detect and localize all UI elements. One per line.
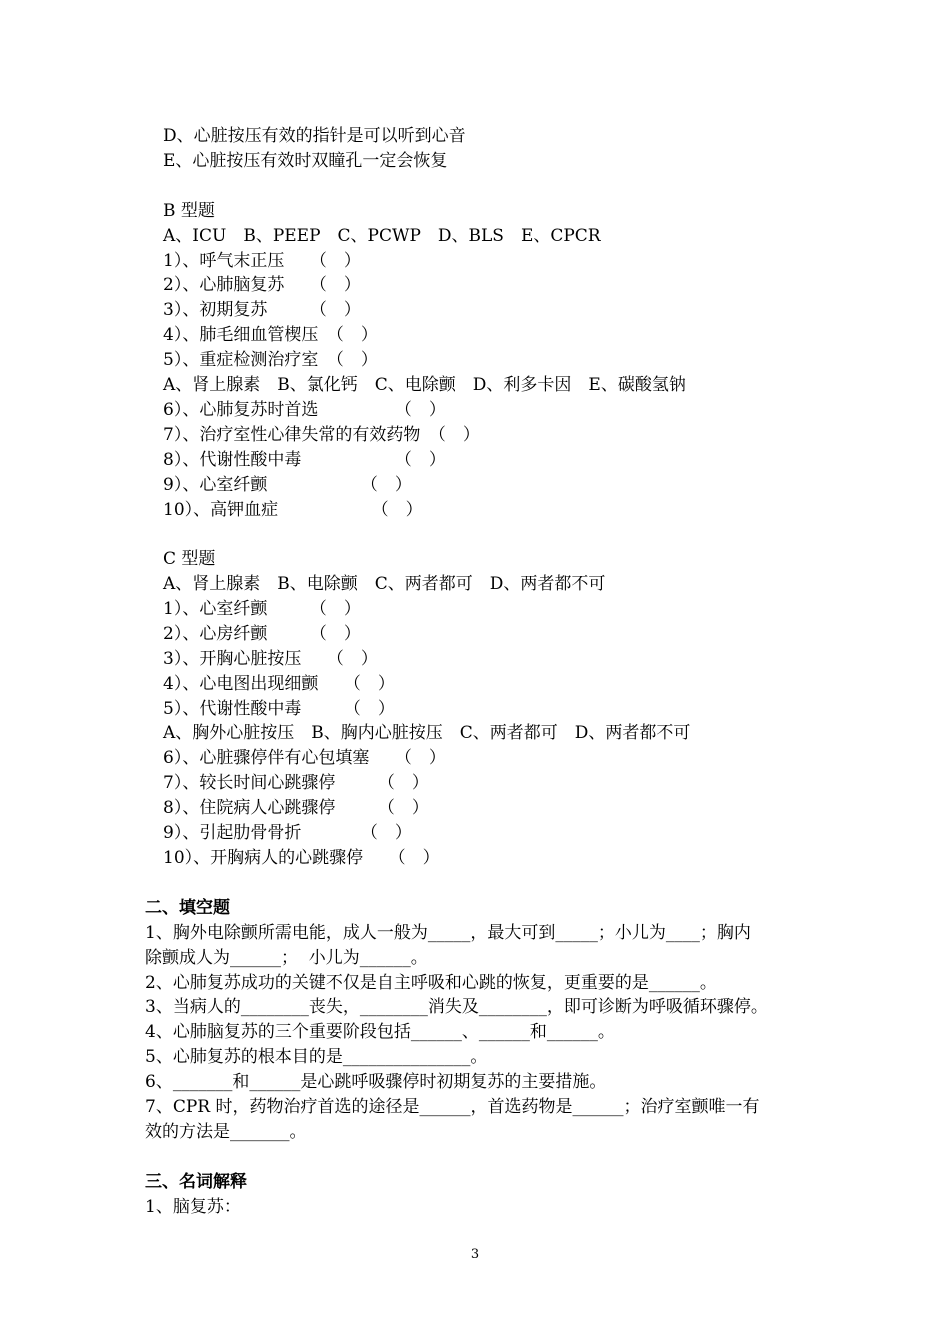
section-title-fill-blank: 二、填空题: [145, 898, 230, 918]
list-item: 6）、心肺复苏时首选 （ ）: [163, 400, 446, 420]
list-item: 10）、开胸病人的心跳骤停 （ ）: [163, 848, 440, 868]
list-item: 4）、肺毛细血管楔压 （ ）: [163, 325, 378, 345]
list-item: 7）、较长时间心跳骤停 （ ）: [163, 773, 429, 793]
b-type-options-1: A、ICU B、PEEP C、PCWP D、BLS E、CPCR: [163, 226, 601, 246]
b-type-heading: B 型题: [163, 201, 215, 221]
list-item: 1）、心室纤颤 （ ）: [163, 599, 361, 619]
question-line: 1、胸外电除颤所需电能，成人一般为_____，最大可到_____；小儿为____；胸内: [145, 923, 751, 943]
c-type-heading: C 型题: [163, 549, 216, 569]
question-line: 6、_______和______是心跳呼吸骤停时初期复苏的主要措施。: [145, 1072, 607, 1092]
list-item: 5）、重症检测治疗室 （ ）: [163, 350, 378, 370]
list-item: 5）、代谢性酸中毒 （ ）: [163, 699, 395, 719]
list-item: 10）、高钾血症 （ ）: [163, 500, 423, 520]
list-item: 4）、心电图出现细颤 （ ）: [163, 674, 395, 694]
c-type-options-2: A、胸外心脏按压 B、胸内心脏按压 C、两者都可 D、两者都不可: [163, 723, 691, 743]
list-item: 8）、住院病人心跳骤停 （ ）: [163, 798, 429, 818]
definition-item: 1、脑复苏：: [145, 1197, 241, 1217]
question-line: 效的方法是_______。: [145, 1122, 307, 1142]
question-line: 3、当病人的________丧失，________消失及________，即可诊断为呼吸循环骤停。: [145, 997, 768, 1017]
page-number: 3: [470, 1247, 480, 1262]
list-item: 2）、心肺脑复苏 （ ）: [163, 275, 361, 295]
list-item: 9）、引起肋骨骨折 （ ）: [163, 823, 412, 843]
list-item: 3）、开胸心脏按压 （ ）: [163, 649, 378, 669]
list-item: 1）、呼气末正压 （ ）: [163, 251, 361, 271]
question-line: 4、心肺脑复苏的三个重要阶段包括______、______和______。: [145, 1022, 615, 1042]
question-line: 5、心肺复苏的根本目的是_______________。: [145, 1047, 488, 1067]
list-item: 8）、代谢性酸中毒 （ ）: [163, 450, 446, 470]
question-line: 2、心肺复苏成功的关键不仅是自主呼吸和心跳的恢复，更重要的是______。: [145, 973, 717, 993]
c-type-options-1: A、肾上腺素 B、电除颤 C、两者都可 D、两者都不可: [163, 574, 606, 594]
question-line: 除颤成人为______； 小儿为______。: [145, 948, 428, 968]
option-d: D、心脏按压有效的指针是可以听到心音: [163, 126, 466, 146]
list-item: 3）、初期复苏 （ ）: [163, 300, 361, 320]
list-item: 9）、心室纤颤 （ ）: [163, 475, 412, 495]
list-item: 2）、心房纤颤 （ ）: [163, 624, 361, 644]
list-item: 7）、治疗室性心律失常的有效药物 （ ）: [163, 425, 480, 445]
list-item: 6）、心脏骤停伴有心包填塞 （ ）: [163, 748, 446, 768]
question-line: 7、CPR 时，药物治疗首选的途径是______，首选药物是______；治疗室颤唯一有: [145, 1097, 760, 1117]
option-e: E、心脏按压有效时双瞳孔一定会恢复: [163, 151, 448, 171]
section-title-definitions: 三、名词解释: [145, 1172, 247, 1192]
b-type-options-2: A、肾上腺素 B、氯化钙 C、电除颤 D、利多卡因 E、碳酸氢钠: [163, 375, 686, 395]
